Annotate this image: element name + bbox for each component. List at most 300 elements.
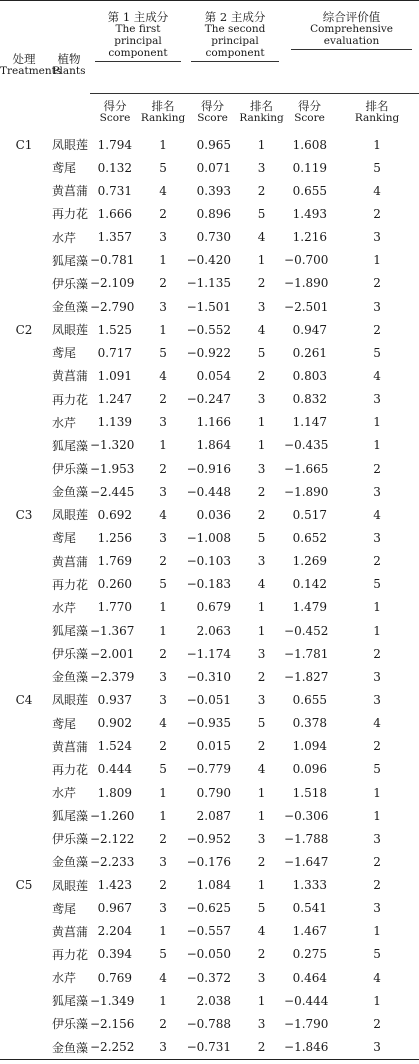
pc2-score-cell: 0.790 [196,785,232,800]
pc1-score-cell: 1.524 [97,739,132,754]
plant-cell: 凤眼莲 [52,323,89,338]
comp-rank-cell: 1 [373,253,381,268]
comp-rank-cell: 3 [373,669,381,684]
pc1-rank-cell: 1 [159,808,167,823]
pc1-header-en2: principal [114,35,162,47]
table-row [0,364,419,387]
comp-score-cell: 0.655 [292,183,328,198]
pc2-rank-cell: 3 [257,392,266,407]
pc1-rank-cell: 4 [159,970,167,985]
table-body [0,129,419,1059]
pc2-header-en2: principal [211,35,259,47]
pc1-rank-cell: 2 [159,392,167,407]
table-row [0,341,419,364]
pc1-rank-header [140,94,186,130]
comp-rank-cell: 3 [373,692,381,707]
pc1-rank-cell: 3 [159,669,167,684]
rank-cn: 排名 [151,98,175,113]
comp-rank-cell: 2 [373,322,381,337]
pc1-score-cell: 1.247 [97,392,132,407]
pc1-score-cell: 0.717 [97,345,132,360]
pc1-rank-cell: 5 [159,160,167,175]
comp-rank-cell: 2 [373,739,381,754]
pc2-score-cell: 0.393 [196,183,232,198]
treatment-cell [0,388,48,411]
pc2-rank-cell: 4 [257,577,266,592]
table-row [0,179,419,202]
pc1-rank-cell: 1 [159,137,167,152]
plant-cell: 凤眼莲 [52,508,89,523]
pc2-score-header [186,94,239,130]
pc1-score-cell: −2.122 [90,831,135,846]
comp-header-en2: evaluation [323,35,380,47]
pc1-rank-cell: 4 [159,183,167,198]
treatment-cell [0,434,48,457]
pc2-score-cell: 2.087 [196,808,232,823]
treatment-cell [0,758,48,781]
treatment-cell [0,226,48,249]
treatment-header [0,1,62,130]
table-row [0,827,419,850]
treatment-cell [0,642,48,665]
treatment-cell: C2 [15,322,33,337]
pc2-rank-cell: 1 [257,137,266,152]
plant-cell: 狐尾藻 [52,809,89,824]
table-row [0,388,419,411]
pc1-rank-cell: 2 [159,206,167,221]
treatment-cell [0,920,48,943]
treatment-cell [0,341,48,364]
pc1-score-cell: −2.790 [90,299,135,314]
pc1-rank-cell: 1 [159,253,167,268]
plant-cell: 黄菖蒲 [52,184,89,199]
treatment-cell [0,573,48,596]
plant-cell: 伊乐藻 [52,832,89,847]
pc2-rank-cell: 2 [257,368,266,383]
pc2-score-cell: −0.952 [186,831,232,846]
pc2-score-cell: 2.063 [196,623,232,638]
pc2-score-cell: 0.730 [196,230,232,245]
rank-en: Ranking [239,111,284,124]
comp-score-cell: −1.788 [284,831,329,846]
pc2-rank-cell: 2 [257,739,266,754]
comp-header-en1: Comprehensive [310,23,393,35]
comp-score-cell: 0.541 [292,901,328,916]
pc2-score-cell: −0.788 [186,1016,232,1031]
pc2-score-cell: 0.965 [196,137,232,152]
pc1-score-cell: 0.902 [97,716,132,731]
comp-score-cell: 0.096 [292,762,328,777]
comp-score-cell: 0.275 [292,947,328,962]
treatment-cell [0,480,48,503]
pc2-rank-cell: 1 [257,993,266,1008]
comp-score-cell: −0.700 [284,253,329,268]
comp-score-cell: 0.652 [292,530,328,545]
plant-cell: 鸢尾 [52,346,77,361]
treatment-cell [0,619,48,642]
table-row [0,202,419,225]
comp-rank-cell: 3 [373,530,381,545]
table-row [0,434,419,457]
pc1-rank-cell: 2 [159,461,167,476]
comp-rank-cell: 4 [373,507,381,522]
pc1-score-cell: 0.937 [97,692,132,707]
comp-score-cell: 0.142 [292,577,328,592]
treatment-cell: C1 [15,137,33,152]
pc2-rank-cell: 1 [257,785,266,800]
table-row [0,989,419,1012]
pc1-score-cell: −1.953 [90,461,135,476]
table-row [0,249,419,272]
pc1-rank-cell: 5 [159,762,167,777]
comp-rank-header [335,94,419,130]
plant-header-en: Plants [52,65,86,77]
pc2-score-cell: 1.864 [196,438,232,453]
pc2-rank-cell: 4 [257,230,266,245]
score-en: Score [99,111,131,124]
pc2-score-cell: 0.036 [196,507,232,522]
pc1-score-cell: −2.379 [90,669,135,684]
rank-cn: 排名 [250,98,274,113]
pc1-rank-cell: 4 [159,716,167,731]
table-row [0,850,419,873]
pc1-rank-cell: 1 [159,785,167,800]
table-row [0,318,419,341]
comp-header-cn: 综合评价值 [322,10,381,24]
pc1-rank-cell: 2 [159,554,167,569]
pc1-rank-cell: 3 [159,901,167,916]
comp-rank-cell: 3 [373,1040,381,1055]
score-cn: 得分 [298,98,322,113]
comp-rank-cell: 1 [373,438,381,453]
pc2-rank-cell: 3 [257,461,266,476]
plant-cell: 伊乐藻 [52,462,89,477]
pc2-rank-cell: 3 [257,970,266,985]
plant-cell: 水芹 [52,786,77,800]
comp-score-cell: 0.803 [292,368,328,383]
plant-cell: 狐尾藻 [52,253,89,268]
comp-rank-cell: 1 [373,993,381,1008]
comp-score-cell: 1.608 [292,137,328,152]
comp-rank-cell: 1 [373,808,381,823]
treatment-cell [0,897,48,920]
pc1-rank-cell: 3 [159,692,167,707]
comp-rank-cell: 1 [373,415,381,430]
comp-rank-cell: 4 [373,368,381,383]
pc1-rank-cell: 2 [159,878,167,893]
plant-cell: 再力花 [52,577,89,592]
comp-score-cell: −1.781 [284,646,329,661]
pc1-score-cell: 1.809 [97,785,132,800]
comp-score-cell: 1.216 [292,230,328,245]
pc1-score-header [90,94,140,130]
pc1-rank-cell: 2 [159,276,167,291]
pc1-score-cell: 0.260 [97,577,132,592]
pc2-rank-cell: 5 [257,206,266,221]
pc1-header-en3: component [108,47,168,59]
pc1-score-cell: 0.394 [97,947,132,962]
table-row [0,966,419,989]
table-row [0,735,419,758]
treatment-cell [0,156,48,179]
comp-score-cell: −1.647 [284,854,329,869]
table-row [0,943,419,966]
pc2-rank-cell: 1 [257,415,266,430]
comp-score-cell: 1.493 [292,206,328,221]
pc2-rank-cell: 3 [257,160,266,175]
pc2-score-cell: −1.501 [186,299,232,314]
pc2-score-cell: −0.051 [186,692,232,707]
treatment-cell: C4 [15,692,33,707]
pc1-score-cell: −2.252 [90,1040,135,1055]
pc1-score-cell: 1.770 [97,600,132,615]
pc1-rank-cell: 3 [159,415,167,430]
table-row [0,550,419,573]
comp-score-cell: 1.518 [292,785,328,800]
table-row [0,688,419,711]
comp-score-cell: −0.306 [284,808,329,823]
comp-score-cell: −1.890 [284,276,329,291]
plant-cell: 伊乐藻 [52,1017,89,1032]
comp-rank-cell: 2 [373,461,381,476]
pc1-rank-cell: 3 [159,484,167,499]
pc1-rank-cell: 3 [159,299,167,314]
pc1-rank-cell: 5 [159,345,167,360]
pc1-rank-cell: 3 [159,530,167,545]
pc2-rank-cell: 3 [257,831,266,846]
pc2-score-cell: −0.050 [186,947,232,962]
comp-rank-cell: 1 [373,623,381,638]
plant-cell: 金鱼藻 [52,485,89,500]
pc2-score-cell: −0.310 [186,669,232,684]
pc1-score-cell: −2.001 [90,646,135,661]
pc1-rank-cell: 1 [159,322,167,337]
treatment-cell [0,781,48,804]
rank-en: Ranking [140,111,186,124]
comp-rank-cell: 5 [373,345,381,360]
score-cn: 得分 [201,98,225,113]
treatment-cell [0,1012,48,1035]
comp-rank-cell: 2 [373,854,381,869]
pc2-header-en3: component [205,47,265,59]
pc1-rank-cell: 2 [159,1016,167,1031]
treatment-header-en: Treatments [0,65,62,77]
plant-cell: 黄菖蒲 [52,739,89,754]
comp-score-cell: 0.378 [292,716,328,731]
pc2-rank-cell: 3 [257,692,266,707]
plant-cell: 鸢尾 [52,531,77,546]
pc2-score-cell: −0.916 [186,461,232,476]
comp-rank-cell: 2 [373,206,381,221]
plant-cell: 鸢尾 [52,901,77,916]
pc2-rank-cell: 4 [257,322,266,337]
plant-cell: 黄菖蒲 [52,554,89,569]
comp-rank-cell: 5 [373,947,381,962]
comp-score-cell: −0.452 [284,623,329,638]
pc2-score-cell: −0.779 [186,762,232,777]
plant-cell: 水芹 [52,415,77,430]
treatment-cell [0,665,48,688]
pc2-score-cell: −1.174 [186,646,232,661]
pc1-score-cell: 1.794 [97,137,132,152]
pc2-score-cell: −1.135 [186,276,232,291]
pc2-score-cell: 0.896 [196,206,232,221]
table-row [0,526,419,549]
table-row [0,897,419,920]
comp-score-cell: −1.890 [284,484,329,499]
comp-score-cell: 1.147 [292,415,328,430]
plant-cell: 再力花 [52,392,89,407]
score-cn: 得分 [103,98,127,113]
pc2-score-cell: −0.420 [186,253,232,268]
pc1-score-cell: −1.349 [90,993,135,1008]
pc2-rank-cell: 1 [257,623,266,638]
pc1-rank-cell: 1 [159,623,167,638]
comp-score-cell: 0.261 [292,345,328,360]
comp-rank-cell: 4 [373,183,381,198]
plant-cell: 再力花 [52,947,89,962]
plant-cell: 再力花 [52,762,89,777]
pc1-score-cell: −1.260 [90,808,135,823]
plant-cell: 水芹 [52,600,77,615]
plant-header [48,1,90,130]
comp-score-cell: 0.947 [292,322,328,337]
pc1-score-cell: −0.781 [90,253,135,268]
pc2-rank-cell: 5 [257,530,266,545]
pc1-header [90,1,186,94]
table-row [0,272,419,295]
comp-score-cell: 0.517 [292,507,328,522]
treatment-cell [0,272,48,295]
pc1-score-cell: −2.233 [90,854,135,869]
rank-en: Ranking [354,111,400,124]
comp-rank-cell: 2 [373,554,381,569]
pc2-score-cell: −0.183 [186,577,232,592]
plant-header-cn: 植物 [57,52,81,66]
treatment-cell: C5 [15,878,33,893]
comp-score-header [284,94,335,130]
pc1-rank-cell: 3 [159,1040,167,1055]
comp-score-cell: −1.846 [284,1040,329,1055]
pc2-score-cell: 1.166 [196,415,232,430]
table-row [0,480,419,503]
pc1-score-cell: 0.731 [97,183,132,198]
pc2-score-cell: −0.552 [186,322,232,337]
plant-cell: 伊乐藻 [52,647,89,662]
treatment-cell [0,202,48,225]
comp-score-cell: 1.269 [292,554,328,569]
table-row [0,226,419,249]
comp-rank-cell: 1 [373,924,381,939]
pc2-score-cell: 0.071 [196,160,232,175]
treatment-cell [0,411,48,434]
table-row [0,129,419,156]
pc2-score-cell: −0.625 [186,901,232,916]
table-row [0,920,419,943]
comp-score-cell: 0.832 [292,392,328,407]
treatment-cell [0,550,48,573]
plant-cell: 凤眼莲 [52,878,89,893]
pc2-rank-cell: 3 [257,646,266,661]
table-row [0,665,419,688]
pc2-score-cell: −1.008 [186,530,232,545]
pc1-score-cell: −1.320 [90,438,135,453]
comp-score-cell: −2.501 [284,299,329,314]
table-row [0,712,419,735]
rank-cn: 排名 [365,98,389,113]
pc2-score-cell: 0.015 [196,739,232,754]
pc2-rank-cell: 2 [257,484,266,499]
plant-cell: 金鱼藻 [52,1040,89,1055]
pc1-score-cell: 0.769 [97,970,132,985]
plant-cell: 狐尾藻 [52,994,89,1009]
table-row [0,619,419,642]
pc1-rank-cell: 5 [159,577,167,592]
pc1-score-cell: 1.139 [97,415,132,430]
comp-rank-cell: 4 [373,970,381,985]
plant-cell: 黄菖蒲 [52,924,89,939]
plant-cell: 黄菖蒲 [52,369,89,384]
comp-score-cell: 0.464 [292,970,328,985]
pc2-rank-cell: 5 [257,716,266,731]
pc2-rank-cell: 4 [257,762,266,777]
pc1-score-cell: 1.769 [97,554,132,569]
pc2-rank-cell: 1 [257,253,266,268]
treatment-cell [0,712,48,735]
pc2-rank-cell: 5 [257,901,266,916]
comp-rank-cell: 3 [373,299,381,314]
pc1-score-cell: −2.156 [90,1016,135,1031]
treatment-cell [0,827,48,850]
pc2-rank-cell: 2 [257,1040,266,1055]
treatment-cell [0,966,48,989]
comp-rank-cell: 3 [373,831,381,846]
table-row [0,781,419,804]
pc2-header [186,1,284,94]
comp-rank-cell: 3 [373,230,381,245]
comp-rank-cell: 3 [373,901,381,916]
treatment-cell [0,179,48,202]
pc2-score-cell: −0.103 [186,554,232,569]
treatment-cell [0,804,48,827]
comp-score-cell: −1.665 [284,461,329,476]
pc2-header-en1: The second [204,23,266,35]
treatment-cell [0,989,48,1012]
pc1-rank-cell: 1 [159,993,167,1008]
pc1-rank-cell: 2 [159,646,167,661]
comp-rank-cell: 2 [373,878,381,893]
pc2-score-cell: 0.054 [196,368,232,383]
pc1-score-cell: 1.666 [97,206,132,221]
pc2-score-cell: −0.731 [186,1040,232,1055]
table-row [0,503,419,526]
table-row [0,457,419,480]
pc2-rank-cell: 1 [257,808,266,823]
table-row [0,411,419,434]
pc1-header-en1: The first [115,23,161,35]
comp-rank-cell: 2 [373,276,381,291]
treatment-cell [0,735,48,758]
comp-rank-cell: 5 [373,762,381,777]
comp-rank-cell: 2 [373,646,381,661]
pc2-rank-cell: 2 [257,507,266,522]
plant-cell: 狐尾藻 [52,438,89,453]
pc2-rank-cell: 1 [257,878,266,893]
table-row [0,642,419,665]
plant-cell: 鸢尾 [52,161,77,176]
pc2-rank-header [239,94,284,130]
plant-cell: 狐尾藻 [52,624,89,639]
